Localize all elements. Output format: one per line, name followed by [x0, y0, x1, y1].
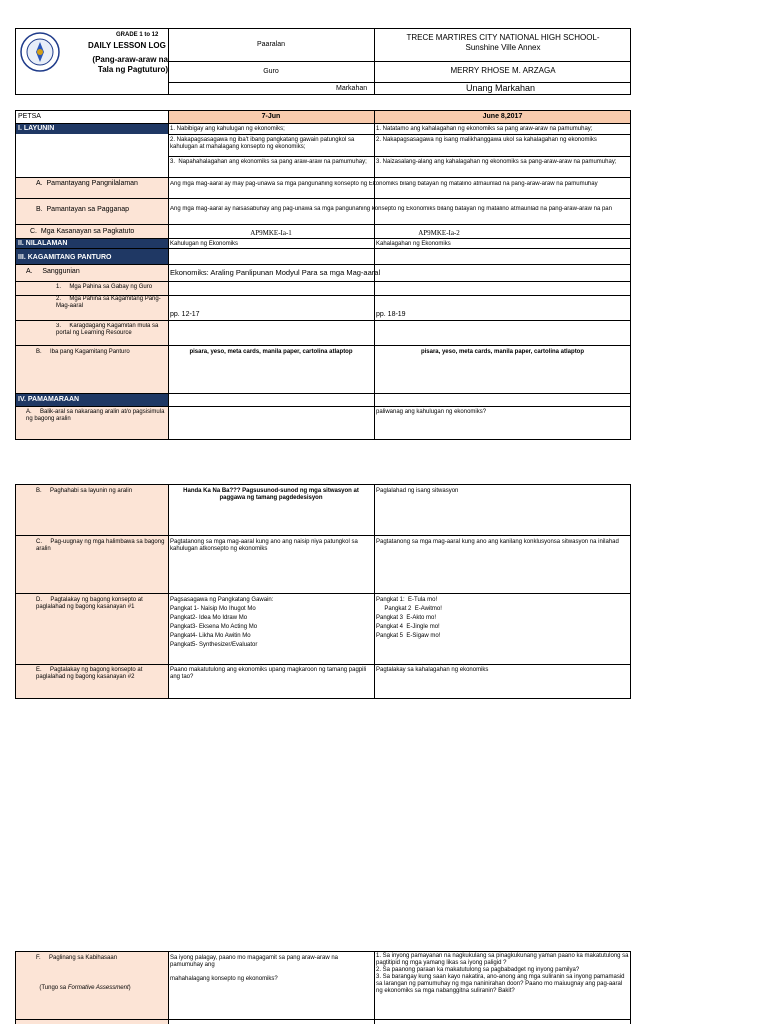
d-1-line-5: Pangkat4- Likha Mo Awitin Mo [170, 633, 251, 639]
objective-2-2: 2. Nakapagsasagawa ng isang malikhanggawa ukol sa kahalagahan ng ekonomiks [376, 137, 597, 143]
objective-1-3: 3. Napahahalagahan ang ekonomiks sa pang araw-araw na pamumuhay; [170, 159, 367, 165]
e-2: Pagtalakay sa kahalagahan ng ekonomiks [376, 667, 489, 673]
karagdagan-label: 3. Karagdagang Kagamitan mula sa portal ng Learning Resource [56, 323, 161, 336]
quarter-value: Unang Markahan [466, 83, 536, 93]
d-1-line-2: Pangkat 1- Naisip Mo Ihugot Mo [170, 606, 256, 612]
pamamaraan-label: IV. PAMAMARAAN [18, 396, 80, 403]
objective-2-3: 3. Naizasalang-alang ang kahalagahan ng ekonomiks sa pang-araw-araw na pamumuhay; [376, 159, 617, 165]
grade-label: GRADE 1 to 12 [116, 32, 159, 38]
dll-title: DAILY LESSON LOG [88, 41, 166, 50]
d-1-line-1: Pagsasagawa ng Pangkatang Gawain: [170, 597, 274, 603]
pamantayang-label: A. Pamantayang Pangnilalaman [36, 180, 138, 187]
objective-1-2: 2. Nakapagsasagawa ng iba't ibang pangkatang gawain patungkol sa kahulugan at mahalagang konsepto ng ekonomiks; [170, 137, 356, 150]
paggamap-label: B. Pamantayan sa Pagganap [36, 206, 130, 213]
d-2-line-2: Pangkat 2 E-Awitmo! [376, 606, 442, 612]
d-2-line-3: Pangkat 3 E-Akto mo! [376, 615, 437, 621]
date-2: June 8,2017 [482, 113, 523, 120]
kagamitan-pahina-label: 2. Mga Pahina sa Kagamitang Pang-Mag-aaral [56, 296, 161, 309]
e-label: E. Pagtalakay ng bagong konsepto at paglalahad ng bagong kasanayan #2 [36, 667, 145, 680]
kasanayan-label: C. Mga Kasanayan sa Pagkatuto [30, 228, 135, 235]
teacher-name: MERRY RHOSE M. ARZAGA [450, 66, 556, 75]
petsa-label: PETSA [18, 113, 41, 120]
nilalaman-label: II. NILALAMAN [18, 240, 68, 247]
nilalaman-2: Kahalagahan ng Ekonomiks [376, 241, 451, 247]
sanggunian-text: Ekonomiks: Araling Panlipunan Modyul Para sa mga Mag-aaral [170, 268, 381, 277]
c-label: C. Pag-uugnay ng mga halimbawa sa bagong aralin [36, 539, 167, 552]
code-2: AP9MKE-Ia-2 [418, 229, 460, 237]
pamantayang-text: Ang mga mag-aaral ay may pag-unawa sa mga pangunahing konsepto ng Ekonomiks bilang batayan ng matalino atmaunlad na pang-araw-araw na pamumuhay [170, 181, 598, 187]
c-2: Pagtatanong sa mga mag-aaral kung ano ang kanilang konklusyonsa sitwasyon na inilahad [376, 539, 619, 545]
iba-2: pisara, yeso, meta cards, manila paper, cartolina atlaptop [420, 349, 585, 355]
c-1: Pagtatanong sa mga mag-aaral kung ano ang naisip niya patungkol sa kahulugan atkonsepto ng ekonomiks [170, 539, 360, 552]
b-2: Paglalahad ng isang sitwasyon [376, 488, 459, 494]
pahina-1: pp. 12-17 [170, 311, 200, 318]
school-name: TRECE MARTIRES CITY NATIONAL HIGH SCHOOL- Sunshine Ville Annex [406, 33, 600, 52]
iba-1: pisara, yeso, meta cards, manila paper, cartolina atlaptop [189, 349, 353, 355]
sanggunian-label: A. Sanggunian [26, 268, 80, 275]
gabay-label: 1. Mga Pahina sa Gabay ng Guro [56, 284, 153, 290]
paggamap-text: Ang mga mag-aaral ay naisasabuhay ang pag-unawa sa mga pangunahing konsepto ng Ekonomiks bilang batayan ng matalino atmaunlad na pang-araw-araw na pan [170, 206, 612, 212]
d-label: D. Pagtalakay ng bagong konsepto at paglalahad ng bagong kasanayan #1 [36, 597, 145, 610]
code-1: AP9MKE-Ia-1 [250, 229, 292, 237]
f-sub-italic: Formative Assessment [67, 985, 129, 991]
date-1: 7-Jun [261, 113, 281, 120]
f-sub-prefix: (Tungo sa [39, 985, 68, 991]
paaralan-label: Paaralan [256, 41, 286, 48]
d-1-line-4: Pangkat3- Eksena Mo Acting Mo [170, 624, 258, 630]
pahina-2: pp. 18-19 [376, 311, 406, 318]
d-2-line-5: Pangkat 5 E-Sigaw mo! [376, 633, 441, 639]
f-label: F. Paglinang sa Kabihasaan [36, 955, 118, 961]
layunin-label: I. LAYUNIN [18, 125, 55, 132]
markahan-label: Markahan [336, 85, 368, 92]
iba-label: B. Iba pang Kagamitang Panturo [36, 349, 130, 355]
d-1-line-3: Pangkat2- Idea Mo Idraw Mo [170, 615, 248, 621]
deped-seal-icon [20, 32, 60, 72]
d-2-line-4: Pangkat 4 E-Jingle mo! [376, 624, 440, 630]
nilalaman-1: Kahulugan ng Ekonomiks [170, 241, 239, 247]
d-1-line-6: Pangkat5- Synthesizer/Evaluator [170, 642, 258, 648]
balik-label: A. Balik-aral sa nakaraang aralin at/o pagsisimula ng bagong aralin [26, 409, 167, 422]
f-2: 1. Sa inyong pamayanan na nagkukulang sa pinagkukunang yaman paano ka makatutulong sa pagtitipid ng mga yamang likas sa iyong paligid ? 2. Sa paanong paraan ka makatutulong sa pagbabadget ng inyong pamilya? 3. Sa barangay kung saan kayo nakatira, ano-anong ang mga suliranin sa inyong pamamasid sa larangan ng pamumuhay ng mga naninirahan doon? Paano mo maiuugnay ang pag-aaral ng ekonomiks sa mga nabanggitna suliranin? Bakit? [376, 953, 629, 994]
b-label: B. Paghahabi sa layunin ng aralin [36, 488, 133, 494]
e-1: Paano makatutulong ang ekonomiks upang magkaroon ng tamang pagpili ang tao? [170, 667, 368, 680]
d-2-line-1: Pangkat 1: E-Tula mo! [376, 597, 438, 603]
objective-2-1: 1. Natatamo ang kahalagahan ng ekonomiks sa pang araw-araw na pamumuhay; [376, 126, 593, 132]
b-1: Handa Ka Na Ba??? Pagsusunod-sunod ng mga sitwasyon at paggawa ng tamang pagdedesisyon [183, 488, 361, 501]
kagamitan-label: III. KAGAMITANG PANTURO [18, 254, 112, 261]
objective-1-1: 1. Nabibigay ang kahulugan ng ekonomiks; [170, 126, 285, 132]
balik-2: paliwanag ang kahulugan ng ekonomiks? [376, 409, 487, 415]
guro-label: Guro [263, 68, 279, 75]
f-sublabel [36, 978, 131, 992]
f-sub-suffix: ) [128, 985, 131, 991]
f-1: Sa iyong palagay, paano mo magagamit sa pang araw-araw na pamumuhay ang mahahalagang konsepto ng ekonomiks? [170, 955, 338, 982]
dll-subtitle: (Pang-araw-araw na Tala ng Pagtuturo) [92, 55, 168, 74]
